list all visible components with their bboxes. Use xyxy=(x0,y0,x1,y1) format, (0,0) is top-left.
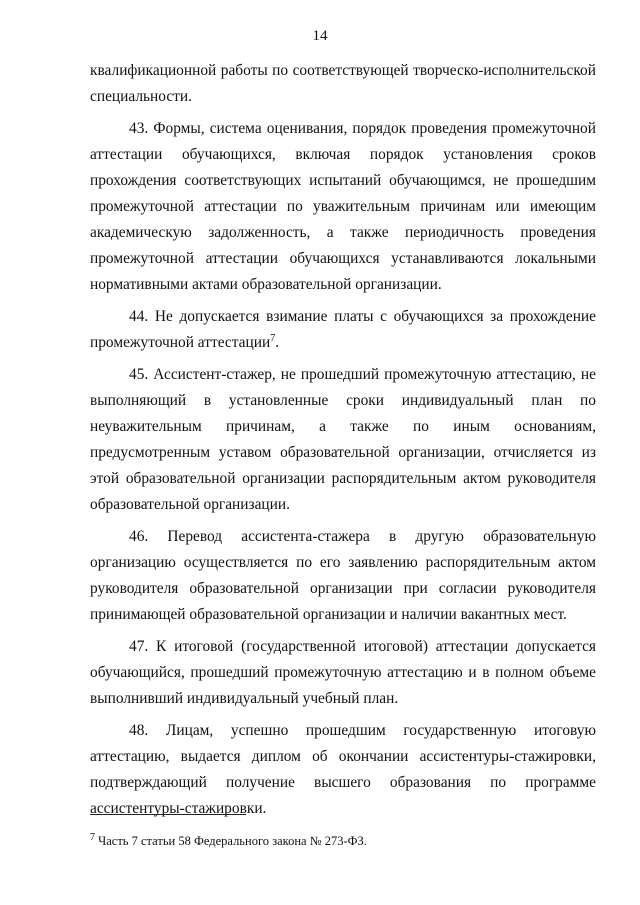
footnote-text: Часть 7 статьи 58 Федерального закона № 273-ФЗ. xyxy=(95,834,367,848)
paragraph-48: 48. Лицам, успешно прошедшим государственную итоговую аттестацию, выдается диплом об окончании ассистентуры-стажировки, подтверждающий получение высшего образования по программе ассистентуры-стажировки. xyxy=(90,722,596,817)
paragraph-47: 47. К итоговой (государственной итоговой) аттестации допускается обучающийся, прошедший промежуточную аттестацию и в полном объеме выполнивший индивидуальный учебный план. xyxy=(90,638,596,707)
footnote xyxy=(90,833,596,849)
paragraph-45: 45. Ассистент-стажер, не прошедший промежуточную аттестацию, не выполняющий в установленные сроки индивидуальный план по неуважительным причинам, а также по иным основаниям, предусмотренным уставом образовательной организации, отчисляется из этой образовательной организации распорядительным актом руководителя образовательной организации. xyxy=(90,366,596,513)
document-body xyxy=(90,58,596,828)
footnote-marker: 7 xyxy=(90,831,95,843)
footnote-reference: 7 xyxy=(270,332,276,344)
paragraph-44-tail: . xyxy=(275,334,280,351)
paragraph-continuation: квалификационной работы по соответствующей творческо-исполнительской специальности. xyxy=(90,62,596,105)
paragraph-43: 43. Формы, система оценивания, порядок проведения промежуточной аттестации обучающихся, включая порядок установления сроков прохождения соответствующих испытаний обучающимся, не прошедшим промежуточной аттестации по уважительным причинам или имеющим академическую задолженность, а также периодичность проведения промежуточной аттестации обучающихся устанавливаются локальными нормативными актами образовательной организации. xyxy=(90,120,596,293)
footnote-separator xyxy=(90,814,246,815)
paragraph-46: 46. Перевод ассистента-стажера в другую образовательную организацию осуществляется по его заявлению распорядительным актом руководителя образовательной организации при согласии руководителя принимающей образовательной организации и наличии вакантных мест. xyxy=(90,528,596,623)
paragraph-44-text: 44. Не допускается взимание платы с обучающихся за прохождение промежуточной аттестации xyxy=(90,308,596,351)
page-number: 14 xyxy=(312,28,328,44)
paragraph-44 xyxy=(90,304,596,356)
